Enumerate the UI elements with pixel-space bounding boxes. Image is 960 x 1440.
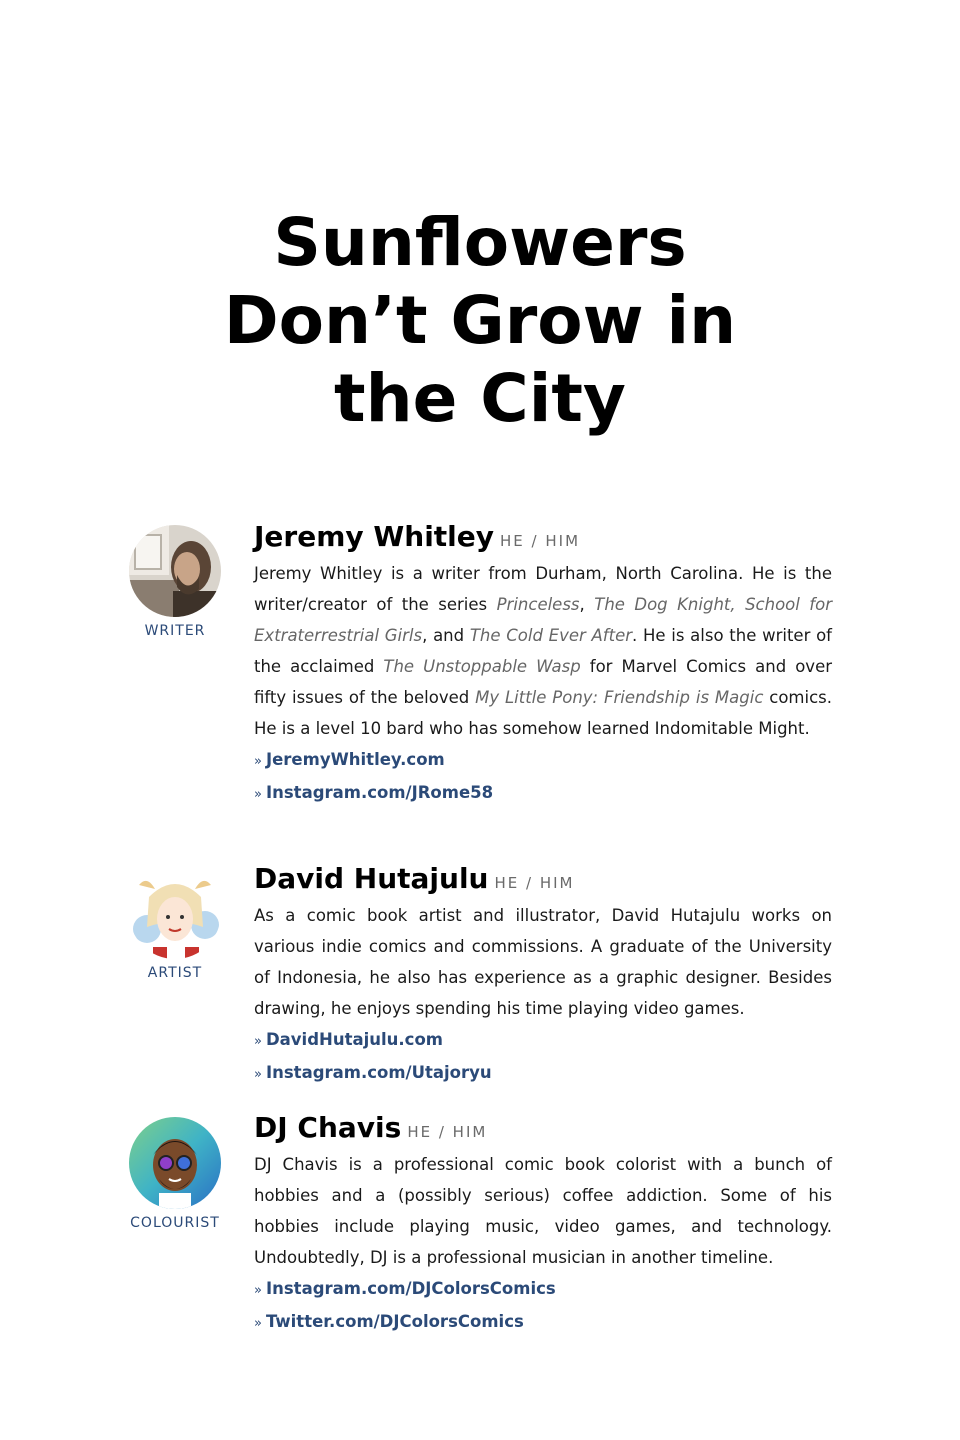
writer-avatar: [129, 525, 221, 617]
italic-title: My Little Pony: Friendship is Magic: [475, 688, 764, 707]
italic-title: Princeless: [496, 595, 580, 614]
bio-text: [254, 900, 832, 1024]
link-label: DavidHutajulu.com: [265, 1030, 443, 1049]
creator-name-line: [254, 1111, 832, 1149]
bio-content: [254, 862, 832, 1090]
bio-segment: Jeremy Whitley is a writer from Durham, North Carolina. He is the writer/creator of the series: [254, 564, 832, 614]
bio-segment: ,: [579, 595, 595, 614]
avatar-column: [128, 525, 222, 639]
bio-text: [254, 558, 832, 744]
website-link[interactable]: [254, 1024, 832, 1057]
italic-title: The Cold Ever After: [469, 626, 633, 645]
bio-content: [254, 520, 832, 810]
website-link[interactable]: [254, 744, 832, 777]
link-label: JeremyWhitley.com: [265, 750, 445, 769]
instagram-link[interactable]: [254, 1057, 832, 1090]
instagram-link[interactable]: [254, 1273, 832, 1306]
creator-name: Jeremy Whitley: [254, 520, 495, 553]
title-line-2: Don’t Grow in: [223, 282, 737, 360]
link-label: Instagram.com/DJColorsComics: [265, 1279, 556, 1298]
avatar-column: [128, 867, 222, 981]
link-label: Twitter.com/DJColorsComics: [265, 1312, 524, 1331]
role-label: COLOURIST: [130, 1215, 220, 1231]
bio-segment: As a comic book artist and illustrator, David Hutajulu works on various indie comics and commissions. A graduate of the University of Indonesia, he also has experience as a graphic designer. Besides drawing, he enjoys spending his time playing video games.: [254, 906, 832, 1018]
link-label: Instagram.com/JRome58: [265, 783, 494, 802]
link-marker: »: [254, 1067, 262, 1082]
creator-name: DJ Chavis: [254, 1111, 402, 1144]
book-title: [0, 204, 960, 438]
creator-name: David Hutajulu: [254, 862, 489, 895]
creator-name-line: [254, 862, 832, 900]
bio-segment: , and: [422, 626, 470, 645]
bio-segment: DJ Chavis is a professional comic book colorist with a bunch of hobbies and a (possibly serious) coffee addiction. Some of his hobbies include playing music, video games, and technology. Undoubtedly, DJ is a professional musician in another timeline.: [254, 1155, 832, 1267]
title-line-1: Sunflowers: [273, 204, 687, 282]
link-label: Instagram.com/Utajoryu: [265, 1063, 492, 1082]
link-marker: »: [254, 1316, 262, 1331]
link-marker: »: [254, 754, 262, 769]
bio-content: [254, 1111, 832, 1339]
instagram-link[interactable]: [254, 777, 832, 810]
link-marker: »: [254, 1034, 262, 1049]
italic-title: The Dog Knight, School for Extraterrestrial Girls: [254, 595, 832, 645]
bio-segment: comics. He is a level 10 bard who has somehow learned Indomitable Might.: [254, 688, 833, 738]
artist-avatar: [129, 867, 221, 959]
pronouns: HE / HIM: [500, 532, 581, 550]
link-marker: »: [254, 787, 262, 802]
role-label: ARTIST: [147, 965, 203, 981]
twitter-link[interactable]: [254, 1306, 832, 1339]
colourist-avatar: [129, 1117, 221, 1209]
bio-text: [254, 1149, 832, 1273]
link-marker: »: [254, 1283, 262, 1298]
avatar-column: [128, 1117, 222, 1231]
bio-segment: . He is also the writer of the acclaimed: [254, 626, 832, 676]
role-label: WRITER: [144, 623, 206, 639]
bio-segment: for Marvel Comics and over fifty issues of the beloved: [254, 657, 832, 707]
creator-name-line: [254, 520, 832, 558]
pronouns: HE / HIM: [494, 874, 575, 892]
title-line-3: the City: [334, 360, 626, 438]
italic-title: The Unstoppable Wasp: [383, 657, 581, 676]
pronouns: HE / HIM: [407, 1123, 488, 1141]
